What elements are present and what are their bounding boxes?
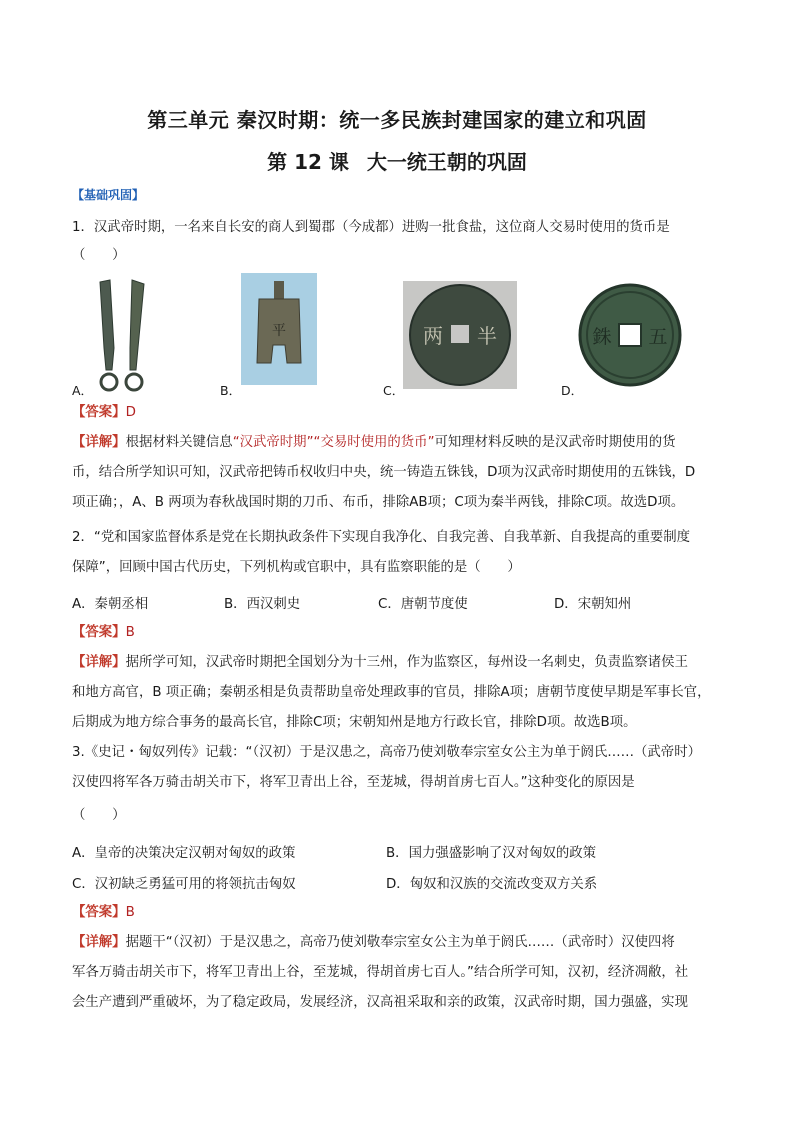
- q3-answer-label: 【答案】: [72, 905, 126, 920]
- q3-stem-line3: （ ）: [72, 808, 126, 823]
- q3-detail-line1: 【详解】据题干“（汉初）于是汉患之，高帝乃使刘敬奉宗室女公主为单于阏氏……（武帝时）汉使四将: [72, 935, 675, 950]
- q3-option-b: B．国力强盛影响了汉对匈奴的政策: [386, 846, 597, 861]
- lesson-number: 第 12 课: [267, 150, 349, 174]
- q1-option-a: A．: [72, 383, 94, 398]
- q1-stem-line1: 1．汉武帝时期，一名来自长安的商人到蜀郡（今成都）进购一批食盐，这位商人交易时使用的货币是: [72, 220, 670, 235]
- q1-option-d: D．: [561, 383, 584, 398]
- q1-stem-line2: （ ）: [72, 248, 126, 263]
- q1-answer-label: 【答案】: [72, 405, 126, 420]
- q3-detail-label: 【详解】: [72, 935, 126, 950]
- q3-answer: [72, 903, 732, 923]
- q1-detail-quote: “汉武帝时期”“交易时使用的货币”: [232, 435, 435, 450]
- q1-option-c: C．: [383, 383, 405, 398]
- q1-detail-line2: 币，结合所学知识可知，汉武帝把铸币权收归中央，统一铸造五铢钱，D项为汉武帝时期使用的五铢钱，D: [72, 465, 696, 480]
- q2-option-d: D．宋朝知州: [554, 597, 632, 612]
- section-label: 【基础巩固】: [72, 188, 145, 202]
- q1-detail-line3: 项正确；，A、B 两项为春秋战国时期的刀币、布币，排除AB项；C项为秦半两钱，排除C项。故选D项。: [72, 495, 685, 510]
- q2-detail-line3: 后期成为地方综合事务的最高长官，排除C项；宋朝知州是地方行政长官，排除D项。故选B项。: [72, 715, 637, 730]
- q3-detail-line3: 会生产遭到严重破坏，为了稳定政局，发展经济，汉高祖采取和亲的政策，汉武帝时期，国力强盛，实现: [72, 995, 688, 1010]
- q1-answer-value: D: [125, 405, 136, 420]
- q3-option-a: A．皇帝的决策决定汉朝对匈奴的政策: [72, 846, 296, 861]
- lesson-title: [0, 146, 794, 175]
- q1-option-b: B．: [220, 383, 242, 398]
- spade-coin-mark: 平: [272, 323, 286, 339]
- unit-title: 第三单元 秦汉时期：统一多民族封建国家的建立和巩固: [147, 108, 647, 132]
- q1-detail-line1: 【详解】根据材料关键信息“汉武帝时期”“交易时使用的货币”可知理材料反映的是汉武帝时期使用的货: [72, 435, 676, 450]
- q3-option-d: D．匈奴和汉族的交流改变双方关系: [386, 877, 598, 892]
- q2-option-c: C．唐朝节度使: [378, 597, 468, 612]
- lesson-name: 大一统王朝的巩固: [366, 150, 527, 174]
- q2-answer-label: 【答案】: [72, 625, 126, 640]
- q2-detail-line2: 和地方高官，B 项正确；秦朝丞相是负责帮助皇帝处理政事的官员，排除A项；唐朝节度使早期是军事长官，: [72, 685, 711, 700]
- q2-answer-value: B: [125, 625, 135, 640]
- wuzhu-coin-image: [578, 283, 682, 387]
- q2-option-a: A．秦朝丞相: [72, 597, 149, 612]
- q3-option-c: C．汉初缺乏勇猛可用的将领抗击匈奴: [72, 877, 296, 892]
- q3-answer-value: B: [125, 905, 135, 920]
- q2-stem-line1: 2．“党和国家监督体系是党在长期执政条件下实现自我净化、自我完善、自我革新、自我提高的重要制度: [72, 530, 691, 545]
- banliang-left-glyph: 两: [423, 324, 443, 348]
- q3-detail-line2: 军各万骑击胡关市下，将军卫青出上谷，至茏城，得胡首虏七百人。”结合所学可知，汉初，经济凋敝，社: [72, 965, 689, 980]
- q3-stem-line1: 3.《史记・匈奴列传》记载：“（汉初）于是汉患之，高帝乃使刘敬奉宗室女公主为单于阏氏……（武帝时）: [72, 745, 701, 760]
- banliang-right-glyph: 半: [477, 324, 497, 348]
- spade-coin-image: [241, 273, 317, 385]
- wuzhu-left-glyph: 銖: [592, 326, 612, 348]
- q2-answer: [72, 623, 732, 643]
- banliang-coin-image: [403, 281, 517, 389]
- q2-detail-label: 【详解】: [72, 655, 126, 670]
- knife-coin-image: [92, 278, 154, 396]
- wuzhu-right-glyph: 五: [648, 326, 668, 348]
- q3-stem-line2: 汉使四将军各万骑击胡关市下，将军卫青出上谷，至茏城，得胡首虏七百人。”这种变化的原因是: [72, 775, 635, 790]
- q2-option-b: B．西汉刺史: [224, 597, 301, 612]
- q1-detail-label: 【详解】: [72, 435, 126, 450]
- q2-stem-line2: 保障”，回顾中国古代历史，下列机构或官职中，具有监察职能的是（ ）: [72, 560, 521, 575]
- q1-answer: [72, 403, 732, 423]
- q2-detail-line1: 【详解】据所学可知，汉武帝时期把全国划分为十三州，作为监察区，每州设一名刺史，负责监察诸侯王: [72, 655, 688, 670]
